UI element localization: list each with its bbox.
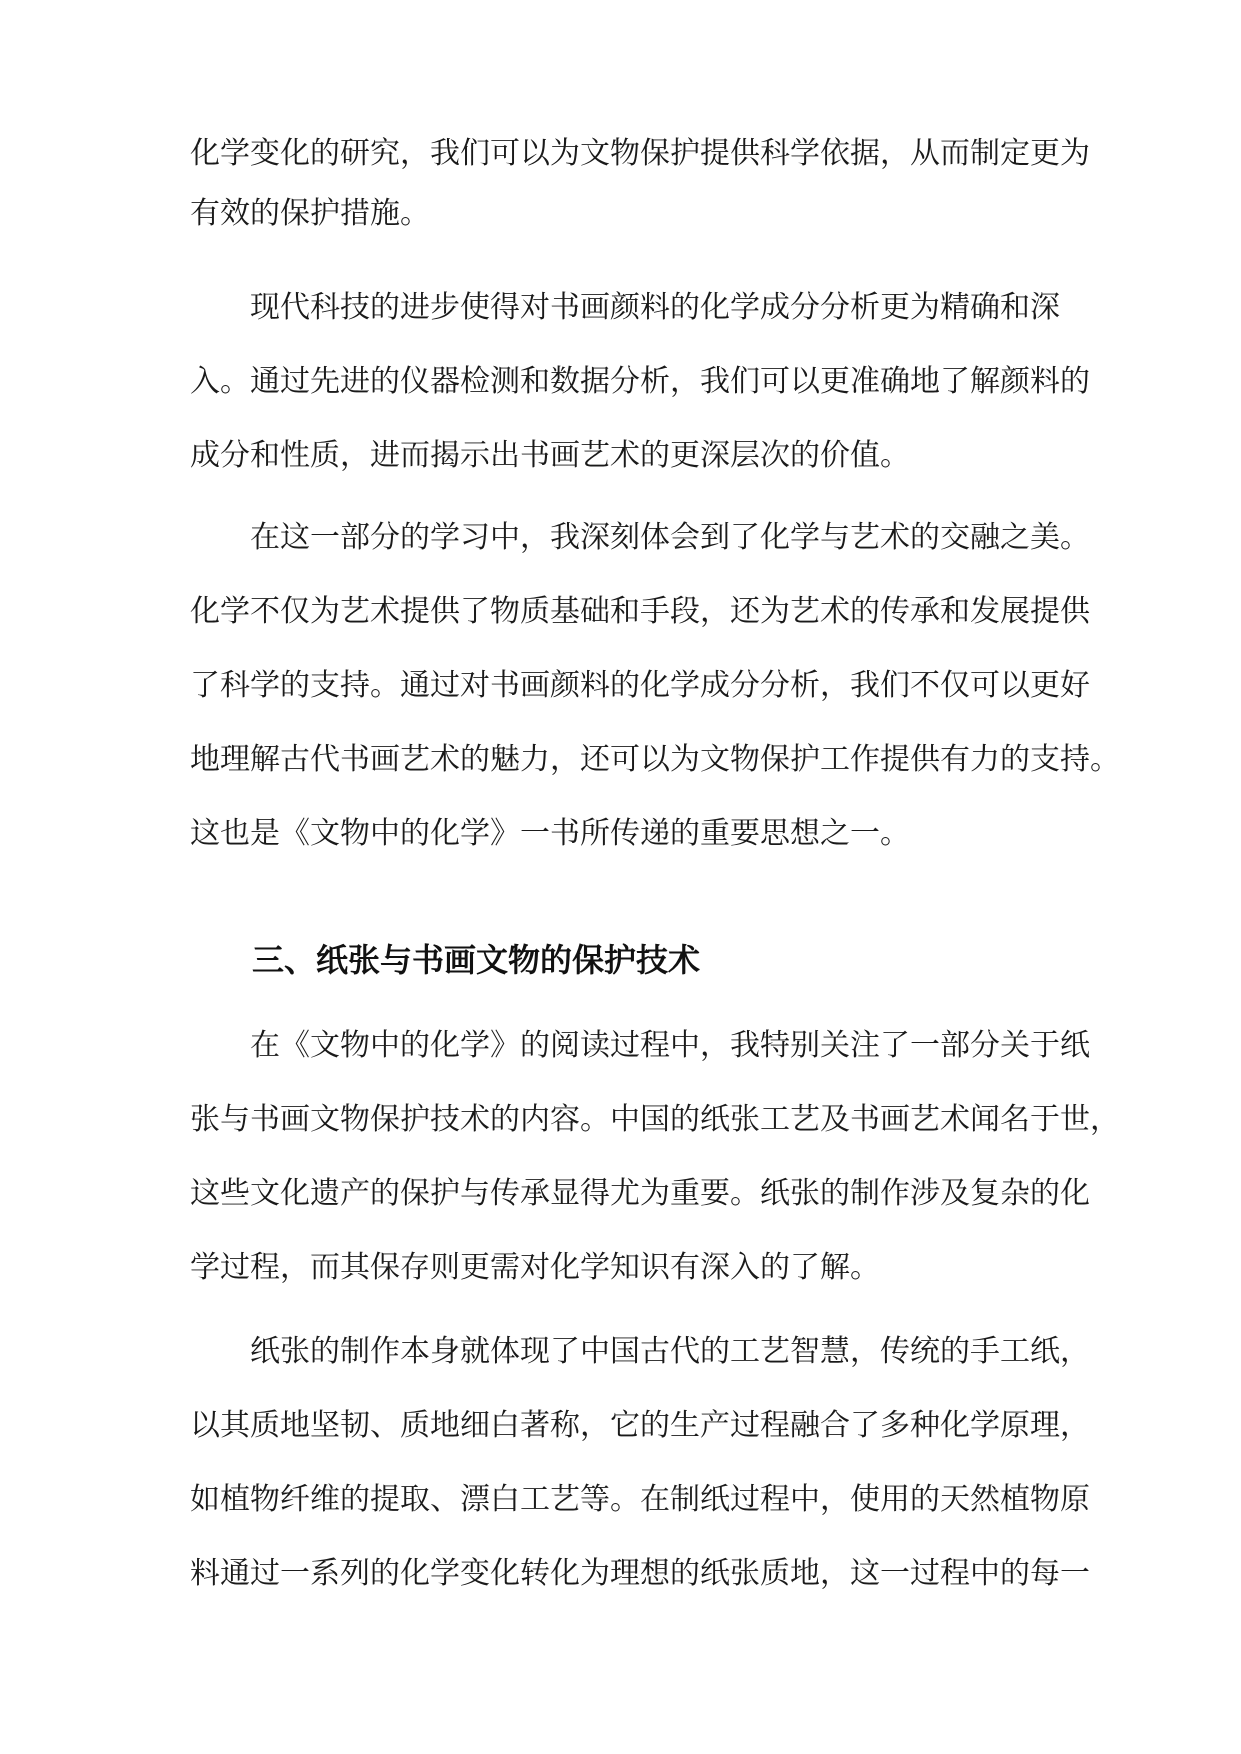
- paragraph-papermaking: [190, 1322, 1090, 1604]
- paragraph-line: 现代科技的进步使得对书画颜料的化学成分分析更为精确和深: [250, 290, 1060, 325]
- section-heading: 三、纸张与书画文物的保护技术: [252, 941, 701, 979]
- paragraph-line: 化学变化的研究，我们可以为文物保护提供科学依据，从而制定更为: [190, 136, 1090, 171]
- paragraph-line: 在这一部分的学习中，我深刻体会到了化学与艺术的交融之美。: [250, 520, 1090, 555]
- paragraph-modern-tech: [190, 278, 1090, 486]
- paragraph-line: 这些文化遗产的保护与传承显得尤为重要。纸张的制作涉及复杂的化: [190, 1176, 1090, 1211]
- paragraph-line: 以其质地坚韧、质地细白著称，它的生产过程融合了多种化学原理，: [190, 1408, 1090, 1443]
- paragraph-line: 这也是《文物中的化学》一书所传递的重要思想之一。: [190, 816, 910, 851]
- paragraph-line: 如植物纤维的提取、漂白工艺等。在制纸过程中，使用的天然植物原: [190, 1482, 1090, 1517]
- paragraph-continuation: [190, 124, 1090, 244]
- paragraph-line: 纸张的制作本身就体现了中国古代的工艺智慧，传统的手工纸，: [250, 1334, 1090, 1369]
- paragraph-line: 有效的保护措施。: [190, 196, 430, 231]
- paragraph-paper-intro: [190, 1016, 1120, 1298]
- paragraph-line: 化学不仅为艺术提供了物质基础和手段，还为艺术的传承和发展提供: [190, 594, 1090, 629]
- paragraph-line: 张与书画文物保护技术的内容。中国的纸张工艺及书画艺术闻名于世，: [190, 1102, 1120, 1137]
- paragraph-reflection: [190, 508, 1120, 864]
- paragraph-line: 料通过一系列的化学变化转化为理想的纸张质地，这一过程中的每一: [190, 1556, 1090, 1591]
- paragraph-line: 学过程，而其保存则更需对化学知识有深入的了解。: [190, 1250, 880, 1285]
- paragraph-line: 在《文物中的化学》的阅读过程中，我特别关注了一部分关于纸: [250, 1028, 1090, 1063]
- paragraph-line: 入。通过先进的仪器检测和数据分析，我们可以更准确地了解颜料的: [190, 364, 1090, 399]
- paragraph-line: 了科学的支持。通过对书画颜料的化学成分分析，我们不仅可以更好: [190, 668, 1090, 703]
- paragraph-line: 成分和性质，进而揭示出书画艺术的更深层次的价值。: [190, 438, 910, 473]
- paragraph-line: 地理解古代书画艺术的魅力，还可以为文物保护工作提供有力的支持。: [190, 742, 1120, 777]
